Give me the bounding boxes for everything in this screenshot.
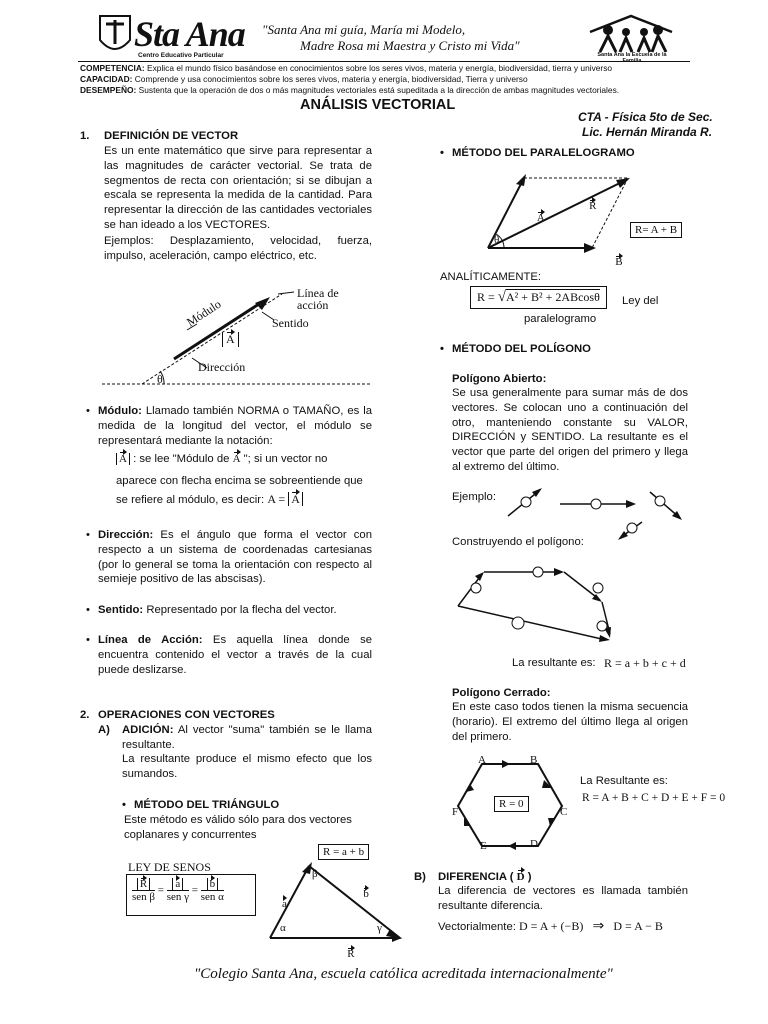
hex-label-A: A: [478, 754, 486, 766]
poligono-cerrado-title: Polígono Cerrado:: [452, 687, 551, 699]
r-zero-box: R = 0: [494, 796, 529, 812]
triangulo-title: • MÉTODO DEL TRIÁNGULO: [134, 798, 279, 813]
modulo-read-4: se refiere al módulo, es decir: A = A: [116, 492, 372, 508]
direccion-bullet: • Dirección: Es el ángulo que forma el vector con respecto a un sistema de coordenadas cartesianas (por lo general se toma la orientación con respecto al semieje positivo de las abscisas).: [98, 528, 372, 587]
paral-label-theta: θ: [494, 234, 500, 246]
fig-theta-label: θ: [157, 372, 163, 386]
family-icon: [586, 14, 676, 54]
adicion-text-2: La resultante produce el mismo efecto que los sumandos.: [122, 753, 372, 780]
paral-formula-box: R = √A² + B² + 2ABcosθ: [470, 286, 607, 309]
adicion-letter: A): [98, 724, 110, 736]
competencia-line: COMPETENCIA: Explica el mundo físico basándose en conocimientos sobre los seres vivos, materia y energía, biodiversidad, tierra y universo: [80, 63, 613, 73]
poligono-abierto-text: Se usa generalmente para sumar más de dos vectores. Se colocan uno a continuación del otro, manteniendo constante su VALOR, DIRECCIÓN y SENTIDO. La resultante es el vector que parte del origen del primero y llega al extremo del último.: [452, 387, 688, 473]
adicion-text: ADICIÓN: Al vector "suma" también se le llama resultante.: [122, 724, 373, 751]
section-1-number: 1.: [80, 130, 90, 142]
header-rule: [78, 61, 690, 62]
resultante-es-label: La resultante es:: [512, 657, 596, 669]
logo-subtitle: Centro Educativo Particular: [138, 52, 224, 59]
crest-icon: [96, 14, 134, 58]
footer-motto: "Colegio Santa Ana, escuela católica acreditada internacionalmente": [194, 966, 613, 982]
open-polygon-figure: [450, 556, 630, 646]
hex-label-E: E: [480, 840, 487, 852]
la-resultante-label: La Resultante es:: [580, 775, 668, 787]
diferencia-letter: B): [414, 871, 426, 883]
tri-label-R: R: [347, 948, 355, 960]
hex-label-F: F: [452, 806, 459, 818]
triangulo-text: Este método es válido sólo para dos vectores coplanares y concurrentes: [124, 814, 352, 841]
fig-linea-label-1: Línea de: [297, 286, 339, 300]
paral-label-B: B: [615, 256, 623, 268]
analiticamente-label: ANALÍTICAMENTE:: [440, 271, 542, 283]
motto-line-1: "Santa Ana mi guía, María mi Modelo,: [262, 22, 466, 37]
fig-sentido-label: Sentido: [272, 316, 309, 330]
course-label: CTA - Física 5to de Sec.: [578, 110, 713, 124]
hex-label-D: D: [530, 838, 538, 850]
diferencia-text: La diferencia de vectores es llamada también resultante diferencia.: [438, 885, 688, 912]
ley-senos-formula: R sen β = a sen γ = b sen α: [132, 878, 224, 903]
paral-law-label: Ley del: [622, 295, 659, 307]
fig-direccion-label: Dirección: [198, 360, 246, 374]
teacher-label: Lic. Hernán Miranda R.: [582, 125, 713, 139]
paral-law-label-2: paralelogramo: [524, 313, 597, 325]
ejemplo-label: Ejemplo:: [452, 491, 496, 503]
linea-accion-bullet: • Línea de Acción: Es aquella línea donde se encuentra contenido el vector a través de la cual puede deslizarse.: [98, 633, 372, 677]
paral-label-R: R: [589, 200, 597, 212]
parallelogram-figure: [488, 170, 638, 260]
family-logo: [586, 14, 676, 62]
hex-label-C: C: [560, 806, 568, 818]
vectorialmente-line: Vectorialmente: D = A + (−B) ⇒ D = A − B: [438, 917, 663, 933]
school-logo: [96, 14, 246, 60]
poligono-abierto-title: Polígono Abierto:: [452, 373, 547, 385]
tri-label-gamma: γ: [377, 922, 382, 934]
triangle-eq-box: R = a + b: [318, 844, 369, 860]
cerrado-eq: R = A + B + C + D + E + F = 0: [582, 792, 726, 804]
paralelogramo-title: • MÉTODO DEL PARALELOGRAMO: [452, 146, 635, 161]
section-1-examples: Ejemplos: Desplazamiento, velocidad, fuerza, impulso, aceleración, campo eléctrico, etc.: [104, 235, 372, 262]
logo-text: Sta Ana: [134, 14, 245, 54]
tri-label-beta: β: [312, 868, 318, 880]
construyendo-label: Construyendo el polígono:: [452, 536, 584, 548]
fig-linea-label-2: acción: [297, 298, 329, 312]
section-2-number: 2.: [80, 709, 90, 721]
hex-label-B: B: [530, 754, 538, 766]
tri-label-b: b: [363, 888, 369, 900]
desempeno-line: DESEMPEÑO: Sustenta que la operación de dos o más magnitudes vectoriales está supeditada a la dirección de ambas magnitudes vectoriales.: [80, 85, 620, 95]
fig-modulo-box: A: [222, 332, 239, 347]
modulo-read-3: aparece con flecha encima se sobreentiende que: [116, 475, 363, 487]
resultante-eq: R = a + b + c + d: [604, 656, 686, 670]
page-title: ANÁLISIS VECTORIAL: [300, 97, 456, 113]
paral-label-A: A: [536, 212, 545, 224]
example-vectors-figure: [500, 478, 690, 538]
family-logo-text: Santa Ana la Escuela de la Familia: [597, 52, 667, 64]
fig-modulo-label: Módulo: [183, 296, 224, 330]
poligono-title: • MÉTODO DEL POLÍGONO: [452, 342, 591, 357]
ley-senos-title: LEY DE SENOS: [128, 860, 211, 874]
paral-eq-box: R= A + B: [630, 222, 682, 238]
tri-label-a: a: [282, 898, 287, 910]
section-2-title: OPERACIONES CON VECTORES: [98, 709, 275, 721]
motto-line-2: Madre Rosa mi Maestra y Cristo mi Vida": [300, 38, 520, 53]
capacidad-line: CAPACIDAD: Comprende y usa conocimientos sobre los seres vivos, materia y energía, biodiversidad, Tierra y universo: [80, 74, 528, 84]
section-1-body: Es un ente matemático que sirve para representar a las magnitudes de carácter vectorial. Se trata de segmentos de recta con orientación; si se dibujan a escala se representa la medida de la cantidad. Para representar la dirección de las cantidades vectoriales se han ideado a los VECTORES.: [104, 145, 372, 231]
modulo-bullet: • Módulo: Llamado también NORMA o TAMAÑO, es la medida de la longitud del vector, el módulo se representará mediante la notación:: [98, 404, 372, 448]
poligono-cerrado-text: En este caso todos tienen la misma secuencia (horario). El extremo del último llega al origen del primero.: [452, 701, 688, 743]
modulo-notation: A : se lee "Módulo de A "; si un vector no: [116, 452, 372, 467]
diferencia-title: DIFERENCIA ( D ): [438, 871, 532, 883]
section-1-title: DEFINICIÓN DE VECTOR: [104, 130, 239, 142]
sentido-bullet: • Sentido: Representado por la flecha del vector.: [98, 603, 372, 618]
tri-label-alpha: α: [280, 922, 286, 934]
